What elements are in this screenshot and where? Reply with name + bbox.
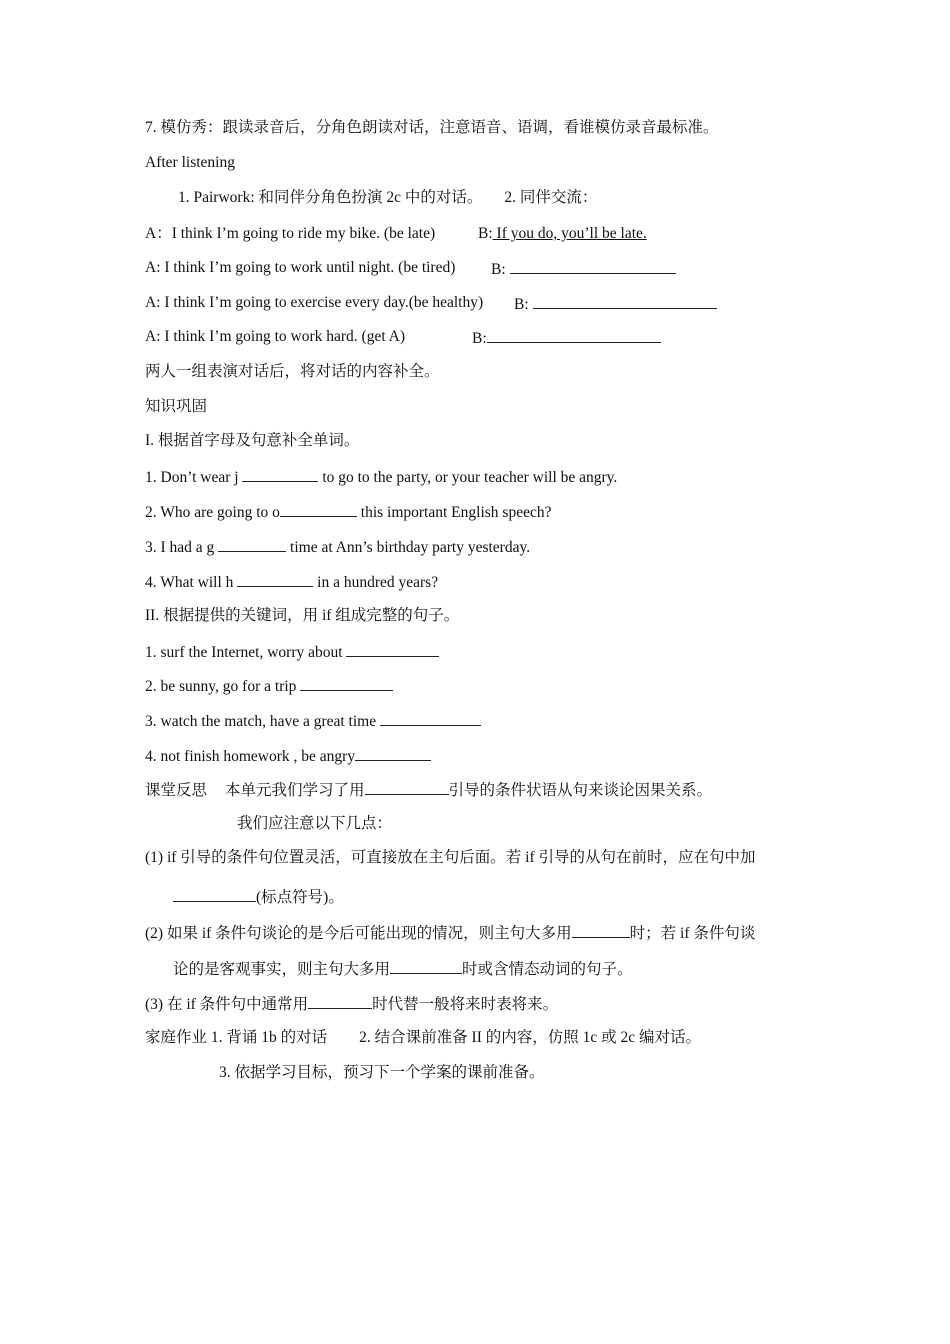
answer-blank[interactable]: [346, 641, 439, 657]
reflection-line-1: [145, 779, 712, 801]
part2-item: [145, 641, 439, 663]
dialog-1-a: A：I think I’m going to ride my bike. (be late): [145, 225, 436, 242]
dialog-1-b-label: B:: [478, 225, 493, 242]
item-text: 4. What will h: [145, 574, 238, 591]
part2-item: [145, 675, 393, 697]
part1-title: I. 根据首字母及句意补全单词。: [145, 432, 360, 449]
answer-blank[interactable]: [510, 258, 676, 274]
dialog-3-a: A: I think I’m going to exercise every day.(be healthy): [145, 294, 484, 311]
homework-item-1: 1. 背诵 1b 的对话: [210, 1029, 328, 1046]
dialog-2-a: A: I think I’m going to work until night. (be tired): [145, 259, 456, 276]
reflection-text: 论的是客观事实，则主句大多用: [173, 961, 391, 978]
after-listening-heading: After listening: [145, 154, 235, 171]
answer-blank[interactable]: [237, 571, 313, 587]
homework-label: 家庭作业: [145, 1029, 208, 1046]
answer-blank[interactable]: [380, 710, 481, 726]
section7-title: 7. 模仿秀：跟读录音后，分角色朗读对话，注意语音、语调，看谁模仿录音最标准。: [145, 119, 719, 136]
reflection-point-2-cont: [173, 958, 633, 980]
answer-blank[interactable]: [280, 501, 357, 517]
item-text: time at Ann’s birthday party yesterday.: [286, 539, 531, 556]
dialog-4-a: A: I think I’m going to work hard. (get A): [145, 328, 406, 345]
part1-item: [145, 501, 551, 523]
answer-blank[interactable]: [300, 675, 393, 691]
exchange-text: 2. 同伴交流：: [504, 189, 598, 206]
part1-item: [145, 466, 617, 488]
pairwork-text: 1. Pairwork: 和同伴分角色扮演 2c 中的对话。: [178, 189, 483, 206]
reflection-text: 时代替一般将来时表将来。: [372, 996, 559, 1013]
answer-blank[interactable]: [533, 293, 717, 309]
dialog-1-b: [478, 224, 647, 244]
item-text: 3. I had a g: [145, 539, 219, 556]
answer-blank[interactable]: [173, 886, 256, 902]
reflection-text: 时；若 if 条件句谈: [629, 925, 756, 942]
item-text: to go to the party, or your teacher will be angry.: [318, 469, 618, 486]
reflection-label: 课堂反思: [145, 782, 208, 799]
reflection-text: (2) 如果 if 条件句谈论的是今后可能出现的情况，则主句大多用: [145, 925, 572, 942]
reflection-line-2: 我们应注意以下几点：: [237, 815, 393, 832]
answer-blank[interactable]: [355, 745, 431, 761]
dialog-4-b-label: B:: [472, 330, 487, 347]
reflection-text: 引导的条件状语从句来谈论因果关系。: [448, 782, 713, 799]
dialog-2-b-label: B:: [491, 261, 506, 278]
pairwork-instruction: [178, 188, 597, 208]
homework-item-2: 2. 结合课前准备 II 的内容，仿照 1c 或 2c 编对话。: [359, 1029, 701, 1046]
dialog-4-b: [472, 327, 661, 349]
reflection-point-3: [145, 993, 558, 1015]
homework-item-3: 3. 依据学习目标，预习下一个学案的课前准备。: [219, 1064, 545, 1081]
dialog-1-b-answer: If you do, you’ll be late.: [492, 225, 647, 242]
item-text: 3. watch the match, have a great time: [145, 713, 380, 730]
dialog-3-b-label: B:: [514, 296, 529, 313]
answer-blank[interactable]: [390, 958, 462, 974]
part2-title: II. 根据提供的关键词，用 if 组成完整的句子。: [145, 607, 460, 624]
item-text: 2. be sunny, go for a trip: [145, 678, 301, 695]
answer-blank[interactable]: [365, 779, 449, 795]
reflection-text: (标点符号)。: [256, 889, 344, 906]
consolidation-title: 知识巩固: [145, 398, 208, 415]
reflection-point-2: [145, 922, 755, 944]
part2-item: [145, 710, 481, 732]
part1-item: [145, 536, 530, 558]
reflection-text: 时或含情态动词的句子。: [462, 961, 633, 978]
reflection-point-1-cont: [173, 886, 344, 908]
reflection-point-1: (1) if 引导的条件句位置灵活，可直接放在主句后面。若 if 引导的从句在前时，应在句中加: [145, 849, 756, 866]
answer-blank[interactable]: [218, 536, 286, 552]
answer-blank[interactable]: [308, 993, 372, 1009]
pair-note: 两人一组表演对话后，将对话的内容补全。: [145, 363, 440, 380]
item-text: this important English speech?: [356, 504, 552, 521]
dialog-2-b: [491, 258, 676, 280]
reflection-text: 本单元我们学习了用: [225, 782, 365, 799]
answer-blank[interactable]: [572, 922, 630, 938]
reflection-text: (3) 在 if 条件句中通常用: [145, 996, 309, 1013]
item-text: 4. not finish homework , be angry: [145, 748, 356, 765]
item-text: 1. surf the Internet, worry about: [145, 644, 347, 661]
answer-blank[interactable]: [242, 466, 318, 482]
item-text: 2. Who are going to o: [145, 504, 280, 521]
homework-line-1: [145, 1028, 701, 1048]
part2-item: [145, 745, 431, 767]
item-text: 1. Don’t wear j: [145, 469, 243, 486]
answer-blank[interactable]: [487, 327, 661, 343]
item-text: in a hundred years?: [313, 574, 439, 591]
dialog-3-b: [514, 293, 717, 315]
part1-item: [145, 571, 438, 593]
